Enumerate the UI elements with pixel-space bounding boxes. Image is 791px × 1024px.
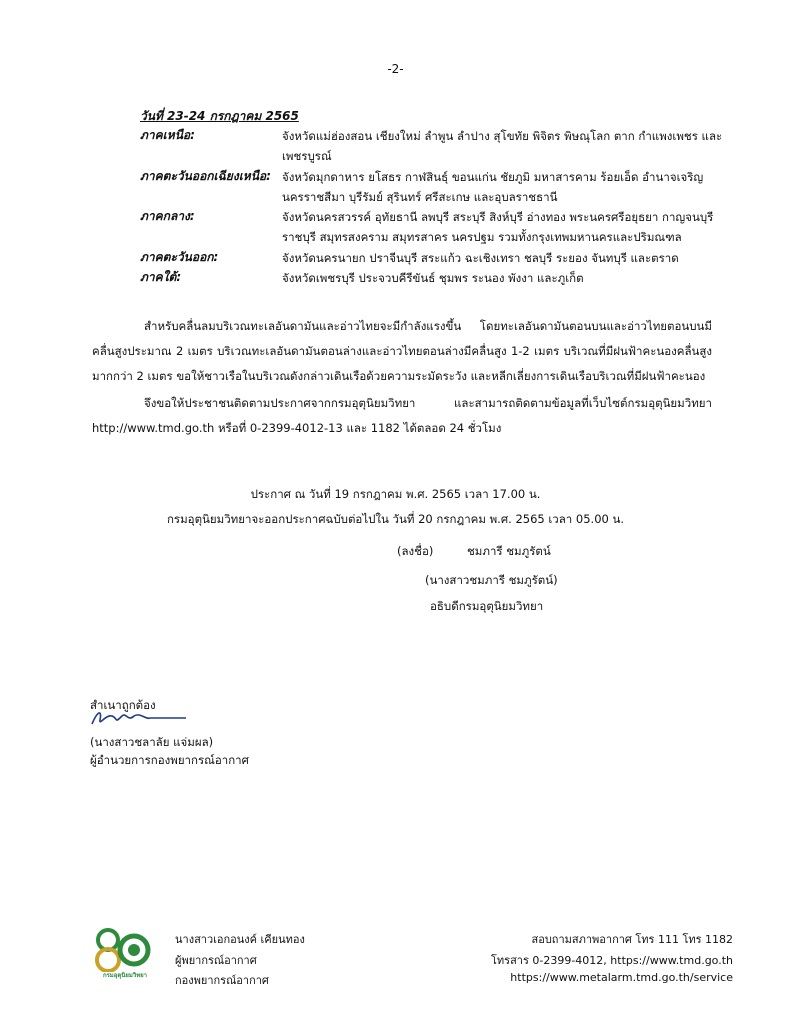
- date-heading: วันที่ 23-24 กรกฎาคม 2565: [140, 109, 299, 123]
- certifier-name: (นางสาวชลาลัย แจ่มผล): [90, 735, 214, 749]
- signature-title: อธิบดีกรมอุตุนิยมวิทยา: [430, 599, 544, 613]
- certifier-title: ผู้อำนวยการกองพยากรณ์อากาศ: [90, 753, 249, 767]
- region-label: ภาคตะวันออกเฉียงเหนือ:: [140, 169, 271, 183]
- region-provinces: จังหวัดนครนายก ปราจีนบุรี สระแก้ว ฉะเชิงเทรา ชลบุรี ระยอง จันทบุรี และตราด: [282, 251, 679, 265]
- footer-forecaster-name: นางสาวเอกอนงค์ เคียนทอง: [175, 933, 305, 946]
- tmd-80th-anniversary-logo: [92, 922, 158, 980]
- footer-division: กองพยากรณ์อากาศ: [175, 974, 269, 987]
- signature-full-name: (นางสาวชมภารี ชมภูรัตน์): [425, 573, 558, 587]
- page-number: -2-: [387, 62, 404, 76]
- footer-fax-website: โทรสาร 0-2399-4012, https://www.tmd.go.th: [491, 954, 733, 967]
- certified-copy-label: สำเนาถูกต้อง: [90, 698, 156, 712]
- region-label: ภาคตะวันออก:: [140, 250, 219, 264]
- region-label: ภาคเหนือ:: [140, 128, 195, 142]
- region-label: ภาคใต้:: [140, 270, 182, 284]
- region-provinces: จังหวัดมุกดาหาร ยโสธร กาฬสินธุ์ ขอนแก่น ชัยภูมิ มหาสารคาม ร้อยเอ็ด อำนาจเจริญ นครราชสีมา บุรีรัมย์ สุรินทร์ ศรีสะเกษ และอุบลราชธานี: [282, 170, 704, 204]
- signature-name: ชมภารี ชมภูรัตน์: [467, 544, 551, 558]
- announcement-date: ประกาศ ณ วันที่ 19 กรกฎาคม พ.ศ. 2565 เวลา 17.00 น.: [250, 487, 541, 501]
- region-label: ภาคกลาง:: [140, 209, 195, 223]
- footer-hotline: สอบถามสภาพอากาศ โทร 111 โทร 1182: [531, 933, 733, 946]
- signature-label: (ลงชื่อ): [397, 544, 434, 558]
- logo-org-name: กรมอุตุนิยมวิทยา: [102, 972, 148, 979]
- footer-service-link[interactable]: https://www.metalarm.tmd.go.th/service: [510, 971, 733, 984]
- next-issue-note: กรมอุตุนิยมวิทยาจะออกประกาศฉบับต่อไปใน วันที่ 20 กรกฎาคม พ.ศ. 2565 เวลา 05.00 น.: [166, 512, 625, 526]
- region-provinces: จังหวัดแม่ฮ่องสอน เชียงใหม่ ลำพูน ลำปาง สุโขทัย พิจิตร พิษณุโลก ตาก กำแพงเพชร และเพชรบูรณ์: [282, 129, 723, 163]
- region-provinces: จังหวัดเพชรบุรี ประจวบคีรีขันธ์ ชุมพร ระนอง พังงา และภูเก็ต: [282, 271, 584, 285]
- region-provinces: จังหวัดนครสวรรค์ อุทัยธานี ลพบุรี สระบุรี สิงห์บุรี อ่างทอง พระนครศรีอยุธยา กาญจนบุรี ราชบุรี สมุทรสงคราม สมุทรสาคร นครปฐม รวมทั้งกรุงเทพมหานครและปริมณฑล: [282, 210, 714, 244]
- paragraph-wave-warning: สำหรับคลื่นลมบริเวณทะเลอันดามันและอ่าวไทยจะมีกำลังแรงขึ้น โดยทะเลอันดามันตอนบนและอ่าวไทยตอนบนมีคลื่นสูงประมาณ 2 เมตร บริเวณทะเลอันดามันตอนล่างและอ่าวไทยตอนล่างมีคลื่นสูง 1-2 เมตร บริเวณที่มีฝนฟ้าคะนองคลื่นสูงมากกว่า 2 เมตร ขอให้ชาวเรือในบริเวณดังกล่าวเดินเรือด้วยความระมัดระวัง และหลีกเลี่ยงการเดินเรือบริเวณที่มีฝนฟ้าคะนอง: [92, 319, 712, 383]
- paragraph-follow-info: จึงขอให้ประชาชนติดตามประกาศจากกรมอุตุนิยมวิทยา และสามารถติดตามข้อมูลที่เว็บไซต์กรมอุตุนิยมวิทยา http://www.tmd.go.th หรือที่ 0-2399-4012-13 และ 1182 ได้ตลอด 24 ชั่วโมง: [92, 396, 712, 435]
- handwritten-signature: [88, 706, 188, 728]
- footer-forecaster-role: ผู้พยากรณ์อากาศ: [175, 954, 257, 967]
